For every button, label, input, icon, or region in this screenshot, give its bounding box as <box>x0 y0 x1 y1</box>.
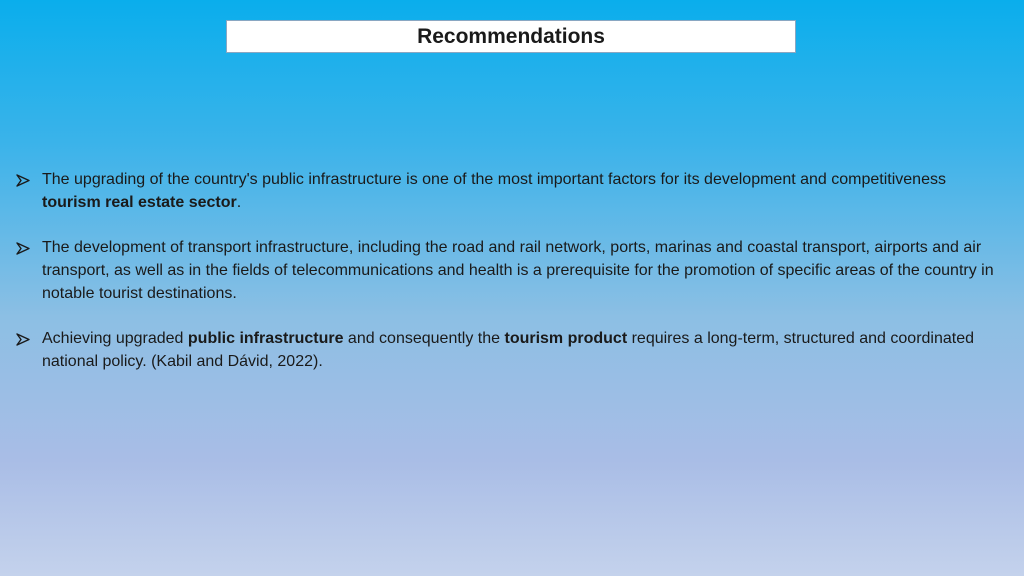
list-item <box>16 168 996 214</box>
bullet-3-part-1: Achieving upgraded <box>42 330 188 347</box>
list-item <box>16 327 996 373</box>
title-box <box>226 20 796 53</box>
page-title: Recommendations <box>417 24 605 48</box>
bullet-3-bold-2: tourism product <box>504 330 628 347</box>
bullet-list <box>16 168 996 395</box>
bullet-1-part-3: . <box>236 194 242 211</box>
bullet-3-part-3: and consequently the <box>343 330 505 347</box>
arrow-bullet-icon <box>16 168 42 187</box>
bullet-3-part-5: requires a long-term, structured and coordinated national policy. (Kabil and Dávid, 2022). <box>42 330 975 370</box>
bullet-text <box>42 327 996 373</box>
bullet-1-bold: tourism real estate sector <box>42 194 237 211</box>
bullet-1-part-1: The upgrading of the country's public infrastructure is one of the most important factors for its development and competitiveness <box>42 171 946 188</box>
bullet-text <box>42 236 996 305</box>
list-item <box>16 236 996 305</box>
arrow-bullet-icon <box>16 327 42 346</box>
bullet-2-part-1: The development of transport infrastructure, including the road and rail network, ports, marinas and coastal transport, airports and air transport, as well as in the fields of telecommunications and health is a prerequisite for the promotion of specific areas of the country in notable tourist destinations. <box>42 239 994 302</box>
arrow-bullet-icon <box>16 236 42 255</box>
bullet-text <box>42 168 996 214</box>
bullet-3-bold-1: public infrastructure <box>187 330 344 347</box>
